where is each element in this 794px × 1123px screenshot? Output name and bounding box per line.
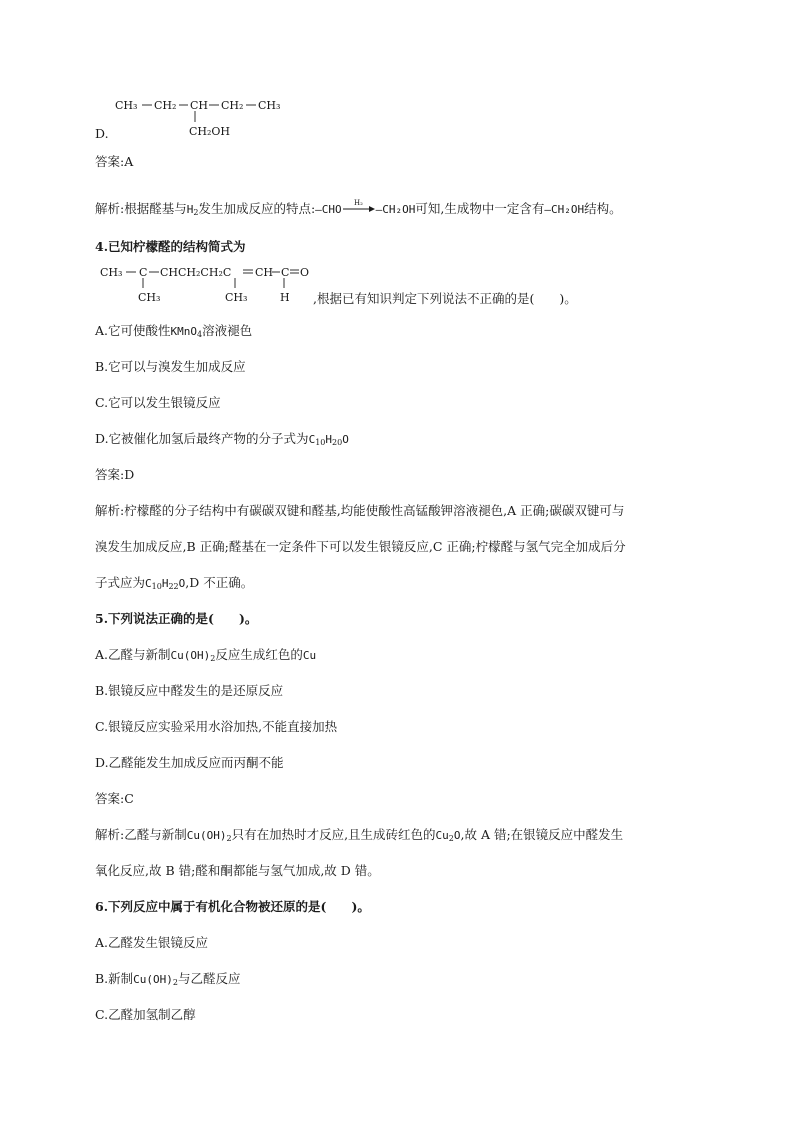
sub: 2: [193, 208, 199, 217]
text: 可知,生成物中一定含有: [415, 201, 545, 216]
chem: Cu: [435, 829, 449, 842]
text: 子式应为: [95, 575, 146, 590]
q6-option-a: A.乙醛发生银镜反应: [95, 935, 209, 950]
q4-explanation-line2: 溴发生加成反应,B 正确;醛基在一定条件下可以发生银镜反应,C 正确;柠檬醛与氢气完全加成后分: [95, 539, 626, 554]
chem: O: [178, 577, 186, 590]
chem: C: [145, 577, 152, 590]
sub: 10: [151, 582, 162, 591]
formula-branch: CH₂OH: [189, 125, 231, 138]
formula-atom: CH₂: [154, 99, 177, 112]
q4-explanation-line1: 解析:柠檬醛的分子结构中有碳碳双键和醛基,均能使酸性高锰酸钾溶液褪色,A 正确;碳碳双键可与: [95, 503, 625, 518]
q6-stem: 6.下列反应中属于有机化合物被还原的是( )。: [95, 899, 370, 914]
q3-answer: 答案:A: [95, 154, 134, 169]
citral-structure: [100, 262, 315, 308]
sub: 22: [168, 582, 179, 591]
q4-option-a: [95, 323, 252, 343]
q5-stem: 5.下列说法正确的是( )。: [95, 611, 258, 626]
text: 结构。: [584, 201, 622, 216]
sub: 2: [448, 834, 454, 843]
sub: 4: [197, 330, 203, 339]
formula-sub: CH₃: [225, 291, 248, 304]
formula-atom: CH₃: [258, 99, 281, 112]
q4-explanation-line3: [95, 575, 253, 595]
formula-atom: CH₃: [115, 99, 138, 112]
q3-option-d-label: D.: [95, 126, 109, 141]
arrow-label: H₂: [353, 198, 363, 207]
q4-option-d: [95, 431, 349, 451]
text: D.它被催化加氢后最终产物的分子式为: [95, 431, 309, 446]
formula-atom: CH: [190, 99, 209, 112]
q4-stem: 4.已知柠檬醛的结构简式为: [95, 239, 246, 254]
q4-option-b: B.它可以与溴发生加成反应: [95, 359, 246, 374]
text: 发生加成反应的特点:: [198, 201, 316, 216]
chem: —CHO: [315, 203, 342, 216]
formula-atom: O: [300, 266, 310, 279]
sub: 20: [332, 438, 343, 447]
q6-option-b: [95, 971, 241, 991]
q4-answer: 答案:D: [95, 467, 135, 482]
q3-explanation: [95, 198, 622, 221]
q3-option-d-structure: [115, 95, 295, 145]
sub: 2: [172, 978, 179, 987]
chem: KMnO: [170, 325, 198, 338]
chem: —CH₂OH: [375, 203, 416, 216]
chem: O: [453, 829, 461, 842]
formula-atom: CH₂: [221, 99, 244, 112]
chem: —CH₂OH: [544, 203, 585, 216]
chem: H: [161, 577, 169, 590]
chem: C: [308, 433, 316, 446]
q6-option-c: C.乙醛加氢制乙醇: [95, 1007, 196, 1022]
text: 反应生成红色的: [215, 647, 303, 662]
text: 只有在加热时才反应,且生成砖红色的: [231, 827, 436, 842]
text: 解析:根据醛基与: [95, 201, 187, 216]
chem: H: [186, 203, 194, 216]
q5-answer: 答案:C: [95, 791, 134, 806]
text: 溶液褪色: [202, 323, 253, 338]
chem: Cu(OH): [170, 649, 211, 662]
text: 与乙醛反应: [178, 971, 241, 986]
chem: Cu: [302, 649, 317, 662]
sub: 2: [210, 654, 216, 663]
reaction-arrow: [342, 198, 376, 216]
text: A.乙醛与新制: [95, 647, 171, 662]
q5-option-b: B.银镜反应中醛发生的是还原反应: [95, 683, 284, 698]
q5-explanation-line1: [95, 827, 623, 847]
q5-option-c: C.银镜反应实验采用水浴加热,不能直接加热: [95, 719, 338, 734]
text: 解析:乙醛与新制: [95, 827, 187, 842]
chem: Cu(OH): [133, 973, 173, 986]
q5-option-d: D.乙醛能发生加成反应而丙酮不能: [95, 755, 284, 770]
text: A.它可使酸性: [95, 323, 171, 338]
formula-atom: CH₃: [100, 266, 123, 279]
arrow-icon: [369, 206, 375, 212]
sub: 2: [226, 834, 232, 843]
formula-sub: H: [280, 291, 290, 304]
q4-stem-continued: ,根据已有知识判定下列说法不正确的是( )。: [313, 291, 577, 306]
text: ,D 不正确。: [185, 575, 254, 590]
q4-option-c: C.它可以发生银镜反应: [95, 395, 221, 410]
chem: O: [342, 433, 349, 446]
q5-explanation-line2: 氧化反应,故 B 错;醛和酮都能与氢气加成,故 D 错。: [95, 863, 380, 878]
text: B.新制: [95, 971, 134, 986]
q5-option-a: [95, 647, 316, 667]
formula-sub: CH₃: [138, 291, 161, 304]
sub: 10: [315, 438, 326, 447]
text: ,故 A 错;在银镜反应中醛发生: [460, 827, 624, 842]
chem: H: [325, 433, 332, 446]
formula-atom: CHCH₂CH₂C: [160, 266, 232, 279]
formula-atom: C: [139, 266, 148, 279]
formula-atom: C: [281, 266, 290, 279]
chem: Cu(OH): [186, 829, 227, 842]
formula-atom: CH: [255, 266, 274, 279]
